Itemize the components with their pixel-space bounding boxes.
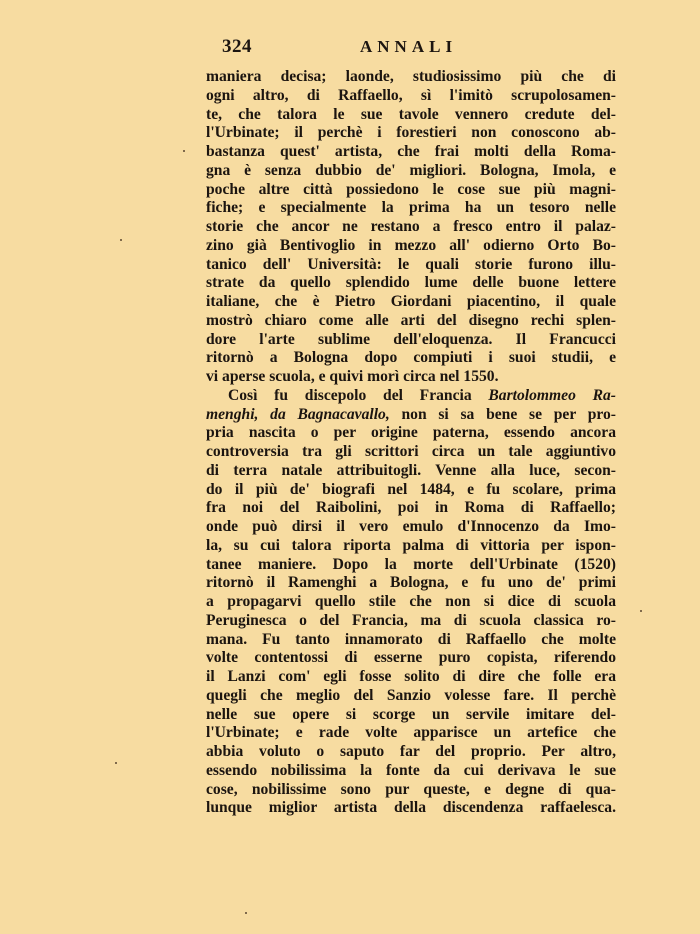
text-line: tanico dell' Università: le quali storie furono illu-: [206, 255, 616, 273]
text-line: fra noi del Raibolini, poi in Roma di Raffaello;: [206, 499, 616, 517]
text-line: [206, 406, 616, 425]
text-line: tanee maniere. Dopo la morte dell'Urbinate (1520): [206, 555, 616, 573]
paper-speck: [120, 239, 122, 241]
text-line: ritornò a Bologna dopo compiuti i suoi studii, e: [206, 349, 616, 367]
text-line: gna è senza dubbio de' migliori. Bologna, Imola, e: [206, 161, 616, 179]
text-run: non si sa bene se per pro-: [389, 405, 616, 423]
text-line: l'Urbinate; il perchè i forestieri non conoscono ab-: [206, 124, 616, 142]
text-line: mana. Fu tanto innamorato di Raffaello che molte: [206, 630, 616, 648]
text-line: la, su cui talora riporta palma di vittoria per ispon-: [206, 536, 616, 554]
text-line: vi aperse scuola, e quivi morì circa nel 1550.: [206, 368, 499, 385]
text-line: bastanza quest' artista, che frai molti della Roma-: [206, 143, 616, 160]
paper-speck: [183, 150, 185, 152]
text-line: dore l'arte sublime dell'eloquenza. Il Francucci: [206, 330, 616, 348]
text-line: ritornò il Ramenghi a Bologna, e fu uno de' primi: [206, 574, 616, 592]
text-line: lunque miglior artista della discendenza raffaelesca.: [206, 799, 616, 817]
text-line: poche altre città possiedono le cose sue più magni-: [206, 180, 616, 198]
paragraph-first-line: [206, 387, 616, 406]
text-line: il Lanzi com' egli fosse solito di dire che folle era: [206, 668, 616, 685]
artist-name-italic: menghi, da Bagnacavallo,: [206, 405, 390, 423]
text-line: zino già Bentivoglio in mezzo all' odierno Orto Bo-: [206, 236, 616, 254]
text-line: do il più de' biografi nel 1484, e fu scolare, prima: [206, 480, 616, 498]
text-line: ogni altro, di Raffaello, sì l'imitò scrupolosamen-: [206, 86, 616, 104]
text-line: cose, nobilissime sono pur queste, e degne di qua-: [206, 780, 616, 798]
text-line: storie che ancor ne restano a fresco entro il palaz-: [206, 218, 616, 235]
text-line: italiane, che è Pietro Giordani piacentino, il quale: [206, 293, 616, 310]
page-number: 324: [222, 36, 252, 57]
paper-speck: [640, 610, 642, 612]
paper-speck: [245, 912, 247, 914]
text-line: abbia voluto o saputo far del proprio. Per altro,: [206, 743, 616, 760]
paper-speck: [115, 762, 117, 764]
text-line: mostrò chiaro come alle arti del disegno rechi splen-: [206, 311, 616, 329]
text-line: strate da quello splendido lume delle buone lettere: [206, 274, 616, 292]
running-title: ANNALI: [360, 37, 458, 56]
text-line: nelle sue opere si scorge un servile imitare del-: [206, 705, 616, 723]
text-line: quegli che meglio del Sanzio volesse fare. Il perchè: [206, 686, 616, 704]
text-line: di terra natale attribuitogli. Venne alla luce, secon-: [206, 461, 616, 479]
text-line: pria nascita o per origine paterna, essendo ancora: [206, 424, 616, 442]
text-line: maniera decisa; laonde, studiosissimo più che di: [206, 68, 616, 85]
text-line: essendo nobilissima la fonte da cui derivava le sue: [206, 761, 616, 779]
body-text: [206, 68, 616, 818]
text-line: te, che talora le sue tavole vennero credute del-: [206, 105, 616, 123]
text-line: a propagarvi quello stile che non si dice di scuola: [206, 593, 616, 610]
text-line: controversia tra gli scrittori circa un tale aggiuntivo: [206, 443, 616, 460]
text-line: volte contentossi di esserne puro copista, riferendo: [206, 649, 616, 667]
text-line: Peruginesca o del Francia, ma di scuola classica ro-: [206, 611, 616, 629]
text-line: fiche; e specialmente la prima ha un tesoro nelle: [206, 199, 616, 217]
text-run: Così fu discepolo del Francia: [228, 386, 489, 404]
text-line: l'Urbinate; e rade volte apparisce un artefice che: [206, 724, 616, 742]
artist-name-italic: Bartolommeo Ra-: [488, 386, 616, 404]
text-line: onde può dirsi il vero emulo d'Innocenzo da Imo-: [206, 518, 616, 535]
